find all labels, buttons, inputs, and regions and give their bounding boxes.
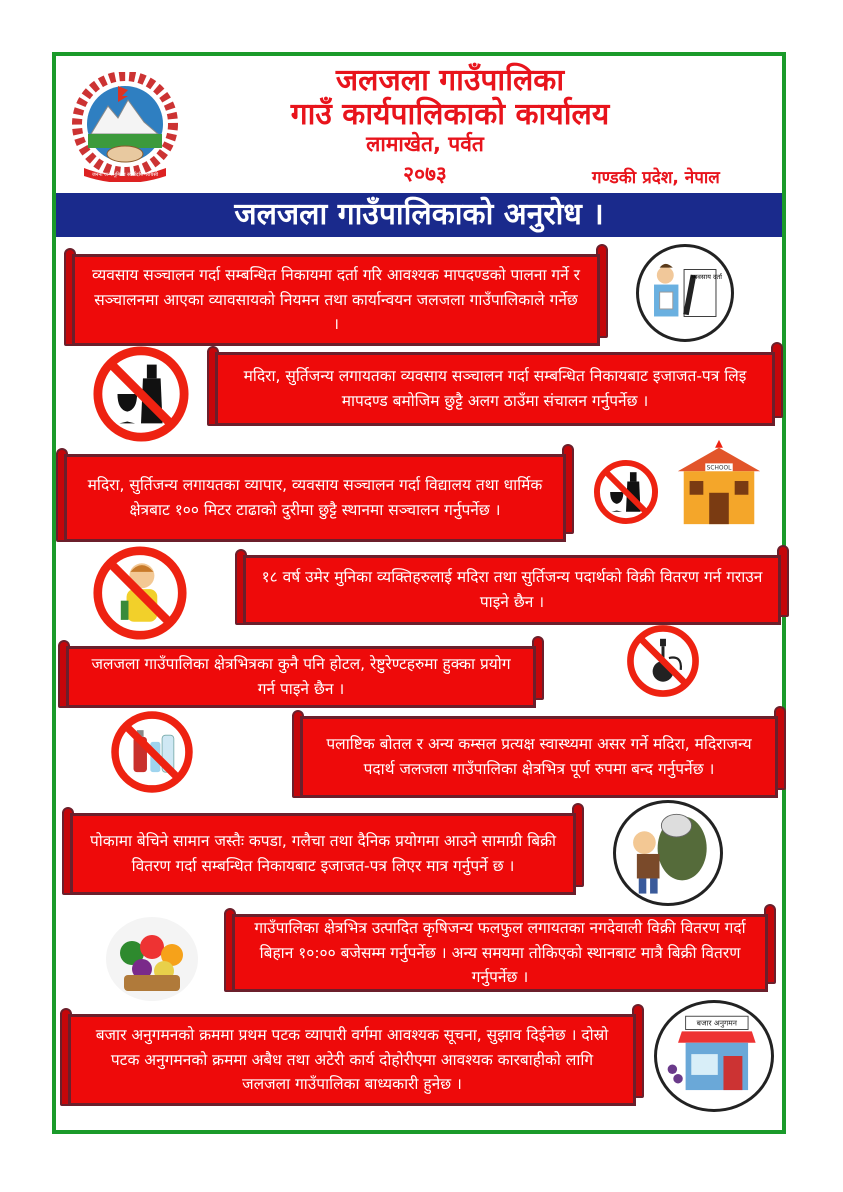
province: गण्डकी प्रदेश, नेपाल	[592, 168, 720, 188]
school-building-icon	[670, 436, 768, 528]
no-alcohol-icon	[92, 345, 190, 443]
notice-4	[243, 555, 781, 625]
notice-2	[215, 352, 775, 426]
notice-6	[300, 716, 778, 798]
vegetables-basket-icon	[102, 910, 202, 1002]
no-minors-alcohol-icon	[92, 545, 188, 641]
notice-6-text: पलाष्टिक बोतल र अन्य कम्सल प्रत्यक्ष स्वास्थ्यमा असर गर्ने मदिरा, मदिराजन्य पदार्थ जलजला गाउँपालिका क्षेत्रभित्र पूर्ण रुपमा बन्द गर्नुपर्नेछ ।	[300, 716, 778, 798]
no-alcohol-small-icon	[593, 459, 659, 525]
registration-label: व्यवसाय दर्ता	[691, 272, 722, 281]
notice-8-text: गाउँपालिका क्षेत्रभित्र उत्पादित कृषिजन्य फलफुल लगायतका नगदेवाली विक्री वितरण गर्दा बिहान १०:०० बजेसम्म गर्नुपर्नेछ । अन्य समयमा तोकिएको स्थानबाट मात्रै बिक्री वितरण गर्नुपर्नेछ ।	[232, 914, 768, 992]
no-hookah-icon	[626, 624, 700, 698]
notice-9-text: बजार अनुगमनको क्रममा प्रथम पटक व्यापारी वर्गमा आवश्यक सूचना, सुझाव दिईनेछ । दोस्रो पटक अनुगमनको क्रममा अबैध तथा अटेरी कार्य दोहोरीएमा आवश्यक कारबाहीको लागि जलजला गाउँपालिका बाध्यकारी हुनेछ ।	[68, 1014, 636, 1106]
market-monitoring-shop-icon	[654, 1000, 774, 1112]
notice-2-text: मदिरा, सुर्तिजन्य लगायतका व्यवसाय सञ्चालन गर्दा सम्बन्धित निकायबाट इजाजत-पत्र लिइ मापदण्ड बमोजिम छुट्टै अलग ठाउँमा संचालन गर्नुपर्नेछ ।	[215, 352, 775, 426]
office-name: गाउँ कार्यपालिकाको कार्यालय	[290, 97, 610, 132]
notice-1-text: व्यवसाय सञ्चालन गर्दा सम्बन्धित निकायमा दर्ता गरि आवश्यक मापदण्डको पालना गर्ने र सञ्चालनमा आएका व्यावसायको नियमन तथा कार्यान्वयन जलजला गाउँपालिकाले गर्नेछ ।	[72, 254, 600, 346]
banner-title: जलजला गाउँपालिकाको अनुरोध ।	[56, 193, 782, 237]
notice-1	[72, 254, 600, 346]
school-label: SCHOOL	[706, 465, 732, 472]
notice-5	[66, 646, 536, 708]
notice-7	[70, 813, 576, 895]
notice-8	[232, 914, 768, 992]
year: २०७३	[403, 162, 447, 186]
market-monitoring-label: बजार अनुगमन	[696, 1018, 738, 1028]
no-plastic-bottle-icon	[110, 710, 194, 794]
notice-3-text: मदिरा, सुर्तिजन्य लगायतका व्यापार, व्यवसाय सञ्चालन गर्दा विद्यालय तथा धार्मिक क्षेत्रबाट १०० मिटर टाढाको दुरीमा छुट्टै स्थानमा सञ्चालन गर्नुपर्नेछ ।	[64, 454, 566, 542]
office-location: लामाखेत, पर्वत	[366, 132, 484, 156]
notice-4-text: १८ वर्ष उमेर मुनिका व्यक्तिहरुलाई मदिरा तथा सुर्तिजन्य पदार्थको विक्री वितरण गर्न गराउन पाइने छैन ।	[243, 555, 781, 625]
notice-5-text: जलजला गाउँपालिका क्षेत्रभित्रका कुनै पनि होटल, रेष्टुरेण्टहरुमा हुक्का प्रयोग गर्न पाइने छैन ।	[66, 646, 536, 708]
business-registration-icon	[636, 244, 734, 342]
municipality-name: जलजला गाउँपालिका	[335, 63, 565, 98]
notice-9	[68, 1014, 636, 1106]
notice-7-text: पोकामा बेचिने सामान जस्तैः कपडा, गलैचा तथा दैनिक प्रयोगमा आउने सामाग्री बिक्री वितरण गर्दा सम्बन्धित निकायबाट इजाजत-पत्र लिएर मात्र गर्नुपर्ने छ ।	[70, 813, 576, 895]
nepal-emblem-icon	[66, 72, 184, 182]
peddler-bundle-icon	[613, 800, 723, 906]
emblem-caption: जननी जन्मभूमिश्च स्वर्गादपि गरीयसी	[91, 172, 159, 178]
notice-3	[64, 454, 566, 542]
